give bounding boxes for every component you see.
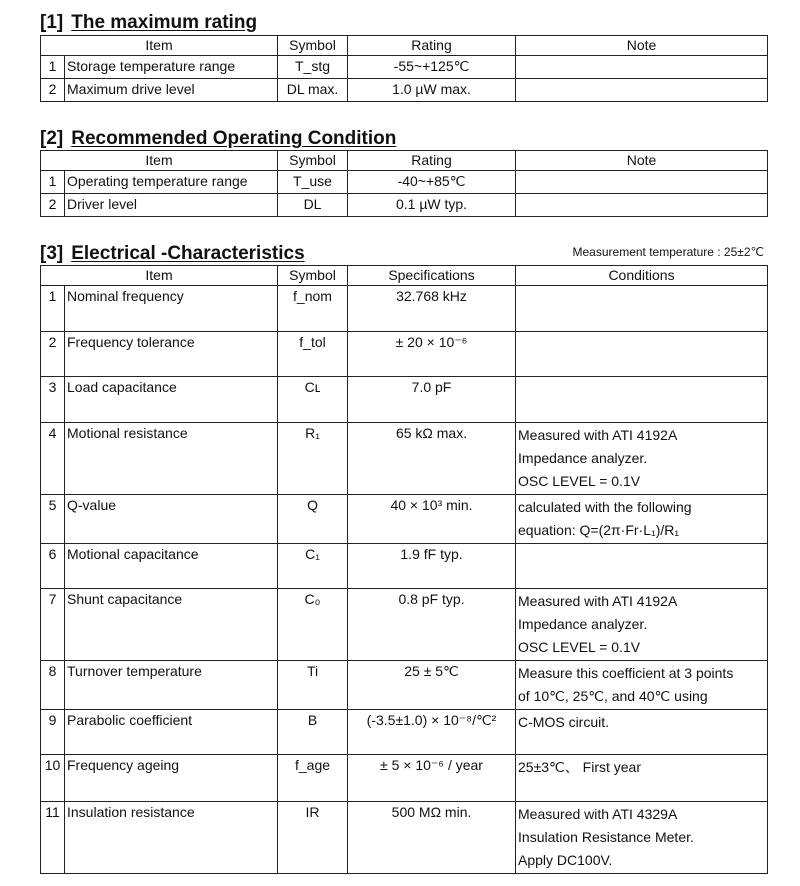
symbol: C₀	[278, 589, 348, 661]
section-2-title	[40, 128, 396, 150]
row-number: 1	[41, 171, 65, 194]
row-number: 8	[41, 661, 65, 710]
table-header-row	[41, 266, 768, 286]
note-cell	[516, 286, 768, 332]
condition-line: of 10℃, 25℃, and 40℃ using	[518, 688, 708, 704]
table-row	[41, 495, 768, 544]
section-1-heading: The maximum rating	[71, 12, 258, 33]
condition-line: Impedance analyzer.	[518, 450, 648, 466]
item-name: Motional resistance	[65, 423, 278, 495]
rating-value: 0.8 pF typ.	[348, 589, 516, 661]
rating-value: 500 MΩ min.	[348, 802, 516, 874]
symbol: Q	[278, 495, 348, 544]
table-row	[41, 171, 768, 194]
table-header-row	[41, 36, 768, 56]
condition-line: Measure this coefficient at 3 points	[518, 665, 734, 681]
symbol: f_tol	[278, 332, 348, 377]
table-row	[41, 286, 768, 332]
note-cell	[516, 56, 768, 79]
symbol: DL max.	[278, 79, 348, 102]
item-name: Driver level	[65, 194, 278, 217]
row-number: 1	[41, 286, 65, 332]
rating-value: -40~+85℃	[348, 171, 516, 194]
note-cell	[516, 710, 768, 755]
note-cell	[516, 171, 768, 194]
item-name: Motional capacitance	[65, 544, 278, 589]
item-name: Insulation resistance	[65, 802, 278, 874]
section-3-heading: Electrical -Characteristics	[71, 243, 305, 264]
row-number: 7	[41, 589, 65, 661]
symbol: Cʟ	[278, 377, 348, 423]
section-3-number: [3]	[40, 243, 64, 264]
item-name: Parabolic coefficient	[65, 710, 278, 755]
section-1-number: [1]	[40, 12, 64, 33]
row-number: 11	[41, 802, 65, 874]
condition-line: equation: Q=(2π·Fr·L₁)/R₁	[518, 522, 680, 538]
operating-condition-table	[40, 150, 768, 217]
item-name: Storage temperature range	[65, 56, 278, 79]
header-item: Item	[41, 151, 278, 171]
condition-line: C-MOS circuit.	[518, 714, 610, 730]
header-item: Item	[41, 36, 278, 56]
condition-line: 25±3℃、 First year	[518, 759, 642, 775]
item-name: Frequency ageing	[65, 755, 278, 802]
symbol: B	[278, 710, 348, 755]
section-1-title	[40, 12, 257, 34]
note-cell	[516, 495, 768, 544]
table-row	[41, 377, 768, 423]
item-name: Nominal frequency	[65, 286, 278, 332]
section-2-heading: Recommended Operating Condition	[71, 128, 397, 149]
measurement-temperature: Measurement temperature : 25±2℃	[572, 245, 764, 259]
table-row	[41, 710, 768, 755]
symbol: DL	[278, 194, 348, 217]
rating-value: 40 × 10³ min.	[348, 495, 516, 544]
item-name: Frequency tolerance	[65, 332, 278, 377]
item-name: Operating temperature range	[65, 171, 278, 194]
row-number: 2	[41, 332, 65, 377]
header-specifications: Specifications	[348, 266, 516, 286]
symbol: T_use	[278, 171, 348, 194]
symbol: T_stg	[278, 56, 348, 79]
note-cell	[516, 79, 768, 102]
condition-line: calculated with the following	[518, 499, 692, 515]
condition-line: Measured with ATI 4192A	[518, 593, 678, 609]
row-number: 5	[41, 495, 65, 544]
note-cell	[516, 194, 768, 217]
table-row	[41, 79, 768, 102]
table-row	[41, 544, 768, 589]
header-rating: Rating	[348, 36, 516, 56]
header-conditions: Conditions	[516, 266, 768, 286]
row-number: 4	[41, 423, 65, 495]
table-row	[41, 802, 768, 874]
table-row	[41, 56, 768, 79]
rating-value: 32.768 kHz	[348, 286, 516, 332]
note-cell	[516, 423, 768, 495]
symbol: IR	[278, 802, 348, 874]
item-name: Q-value	[65, 495, 278, 544]
header-item: Item	[41, 266, 278, 286]
condition-line: Impedance analyzer.	[518, 616, 648, 632]
header-symbol: Symbol	[278, 151, 348, 171]
table-row	[41, 423, 768, 495]
row-number: 9	[41, 710, 65, 755]
rating-value: 1.0 µW max.	[348, 79, 516, 102]
item-name: Load capacitance	[65, 377, 278, 423]
header-symbol: Symbol	[278, 36, 348, 56]
item-name: Shunt capacitance	[65, 589, 278, 661]
rating-value: ± 20 × 10⁻⁶	[348, 332, 516, 377]
note-cell	[516, 544, 768, 589]
condition-line: OSC LEVEL = 0.1V	[518, 639, 641, 655]
symbol: Ti	[278, 661, 348, 710]
table-header-row	[41, 151, 768, 171]
rating-value: 65 kΩ max.	[348, 423, 516, 495]
header-note: Note	[516, 36, 768, 56]
header-symbol: Symbol	[278, 266, 348, 286]
header-rating: Rating	[348, 151, 516, 171]
rating-value: 25 ± 5℃	[348, 661, 516, 710]
electrical-characteristics-table	[40, 265, 768, 874]
note-cell	[516, 755, 768, 802]
row-number: 6	[41, 544, 65, 589]
row-number: 3	[41, 377, 65, 423]
note-cell	[516, 589, 768, 661]
condition-line: OSC LEVEL = 0.1V	[518, 473, 641, 489]
row-number: 10	[41, 755, 65, 802]
header-note: Note	[516, 151, 768, 171]
item-name: Turnover temperature	[65, 661, 278, 710]
condition-line: Insulation Resistance Meter.	[518, 829, 694, 845]
row-number: 2	[41, 79, 65, 102]
symbol: R₁	[278, 423, 348, 495]
table-row	[41, 332, 768, 377]
symbol: f_age	[278, 755, 348, 802]
note-cell	[516, 802, 768, 874]
symbol: C₁	[278, 544, 348, 589]
note-cell	[516, 377, 768, 423]
rating-value: -55~+125℃	[348, 56, 516, 79]
table-row	[41, 194, 768, 217]
condition-line: Measured with ATI 4329A	[518, 806, 678, 822]
row-number: 2	[41, 194, 65, 217]
table-row	[41, 661, 768, 710]
symbol: f_nom	[278, 286, 348, 332]
section-3-title	[40, 243, 305, 265]
condition-line: Measured with ATI 4192A	[518, 427, 678, 443]
rating-value: 7.0 pF	[348, 377, 516, 423]
max-rating-table	[40, 35, 768, 102]
rating-value: 0.1 µW typ.	[348, 194, 516, 217]
rating-value: (-3.5±1.0) × 10⁻⁸/℃²	[348, 710, 516, 755]
table-row	[41, 589, 768, 661]
table-row	[41, 755, 768, 802]
section-2-number: [2]	[40, 128, 64, 149]
condition-line: Apply DC100V.	[518, 852, 613, 868]
rating-value: 1.9 fF typ.	[348, 544, 516, 589]
note-cell	[516, 661, 768, 710]
item-name: Maximum drive level	[65, 79, 278, 102]
row-number: 1	[41, 56, 65, 79]
note-cell	[516, 332, 768, 377]
rating-value: ± 5 × 10⁻⁶ / year	[348, 755, 516, 802]
